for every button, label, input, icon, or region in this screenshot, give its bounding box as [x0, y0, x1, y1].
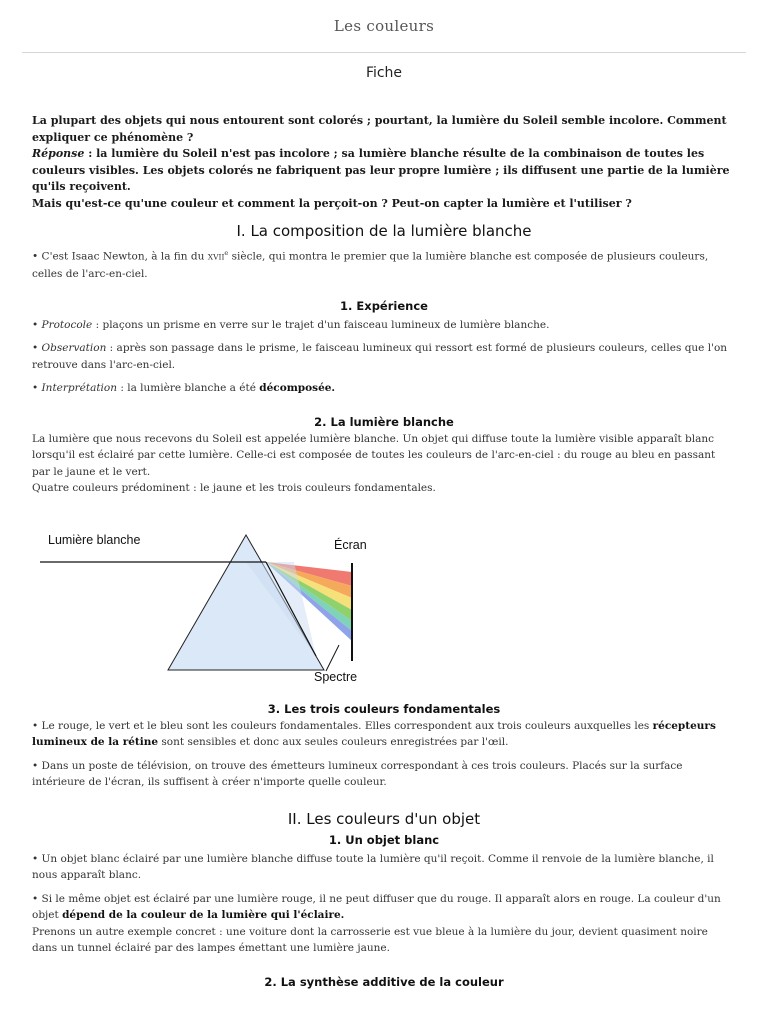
car-example-paragraph: Prenons un autre exemple concret : une voiture dont la carrosserie est vue bleue à la lumière du jour, devient quasiment noire dans un tunnel éclairé par des lampes émettant une lumière jaune. — [32, 925, 708, 954]
retina-receptors: récepteurs lumineux de la rétine — [32, 719, 716, 748]
television-paragraph: • Dans un poste de télévision, on trouve des émetteurs lumineux correspondant à ces trois couleurs. Placés sur la surface intérieure de l'écran, ils suffisent à créer n'importe quelle couleur. — [32, 759, 683, 788]
intro-answer — [32, 146, 736, 196]
white-light-paragraph: La lumière que nous recevons du Soleil est appelée lumière blanche. Un objet qui diffuse toute la lumière visible apparaît blanc lorsqu'il est éclairé par cette lumière. Celle-ci est composée de toutes les couleurs de l'arc-en-ciel : du rouge au bleu en passant par le jaune et le vert. — [32, 432, 716, 478]
intro-question: La plupart des objets qui nous entourent sont colorés ; pourtant, la lumière du Soleil semble incolore. Comment expliquer ce phénomène ? — [32, 114, 727, 144]
interpretation-paragraph: • Interprétation : la lumière blanche a été décomposée. — [32, 382, 336, 394]
protocol-paragraph: • Protocole : plaçons un prisme en verre sur le trajet d'un faisceau lumineux de lumière blanche. — [32, 318, 550, 331]
section-2-title: II. Les couleurs d'un objet — [287, 809, 481, 828]
intro-closing: Mais qu'est-ce qu'une couleur et comment la perçoit-on ? Peut-on capter la lumière et l'utiliser ? — [32, 196, 632, 210]
page-header — [22, 0, 746, 53]
fiche-label: Fiche — [365, 65, 403, 81]
four-colors-paragraph: Quatre couleurs prédominent : le jaune et les trois couleurs fondamentales. — [32, 482, 436, 494]
label-white-light: Lumière blanche — [48, 532, 141, 547]
century-sup: e — [224, 249, 229, 257]
answer-label: Réponse — [32, 147, 85, 160]
fundamental-colors-paragraph: • Le rouge, le vert et le bleu sont les couleurs fondamentales. Elles correspondent aux trois couleurs auxquelles les récepteurs lumineux de la rétine sont sensibles et donc aux seules couleurs enregistrées par l'œil. — [32, 719, 716, 748]
prism-diagram — [40, 523, 400, 688]
observation-label: Observation — [41, 342, 107, 354]
subsection-additive-synthesis-title: 2. La synthèse additive de la couleur — [264, 974, 504, 989]
subsection-experience-title: 1. Expérience — [340, 298, 428, 313]
decomposed-word: décomposée. — [259, 382, 336, 394]
label-screen: Écran — [334, 537, 367, 552]
intro-block — [32, 113, 736, 212]
red-light-paragraph: • Si le même objet est éclairé par une lumière rouge, il ne peut diffuser que du rouge. Il apparaît alors en rouge. La couleur d'un objet dépend de la couleur de la lumière qui l'éclaire. — [32, 892, 721, 921]
interpretation-label: Interprétation — [41, 382, 117, 394]
document-body — [0, 65, 768, 989]
newton-paragraph: • C'est Isaac Newton, à la fin du XVIIe siècle, qui montra le premier que la lumière blanche est composée de plusieurs couleurs, celles de l'arc-en-ciel. — [32, 249, 709, 280]
observation-paragraph: • Observation : après son passage dans le prisme, le faisceau lumineux qui ressort est formé de plusieurs couleurs, celles que l'on retrouve dans l'arc-en-ciel. — [32, 342, 728, 371]
label-spectrum: Spectre — [314, 669, 358, 684]
section-1-title: I. La composition de la lumière blanche — [236, 222, 532, 240]
century-numeral: XVII — [207, 252, 225, 262]
subsection-white-light-title: 2. La lumière blanche — [314, 414, 454, 429]
answer-text: : la lumière du Soleil n'est pas incolore ; sa lumière blanche résulte de la combinaison de toutes les couleurs visibles. Les objets colorés ne fabriquent pas leur propre lumière ; ils diffusent une partie de la lumière qu'ils reçoivent. — [32, 147, 730, 193]
subsection-white-object-title: 1. Un objet blanc — [328, 832, 440, 847]
white-object-paragraph: • Un objet blanc éclairé par une lumière blanche diffuse toute la lumière qu'il reçoit. Comme il renvoie de la lumière blanche, il nous apparaît blanc. — [32, 852, 714, 881]
protocol-label: Protocole — [41, 318, 93, 331]
page-title: Les couleurs — [333, 17, 435, 35]
spectrum-pointer — [326, 645, 339, 671]
subsection-fundamental-colors-title: 3. Les trois couleurs fondamentales — [267, 701, 501, 716]
color-dependency: dépend de la couleur de la lumière qui l'éclaire. — [62, 909, 345, 921]
